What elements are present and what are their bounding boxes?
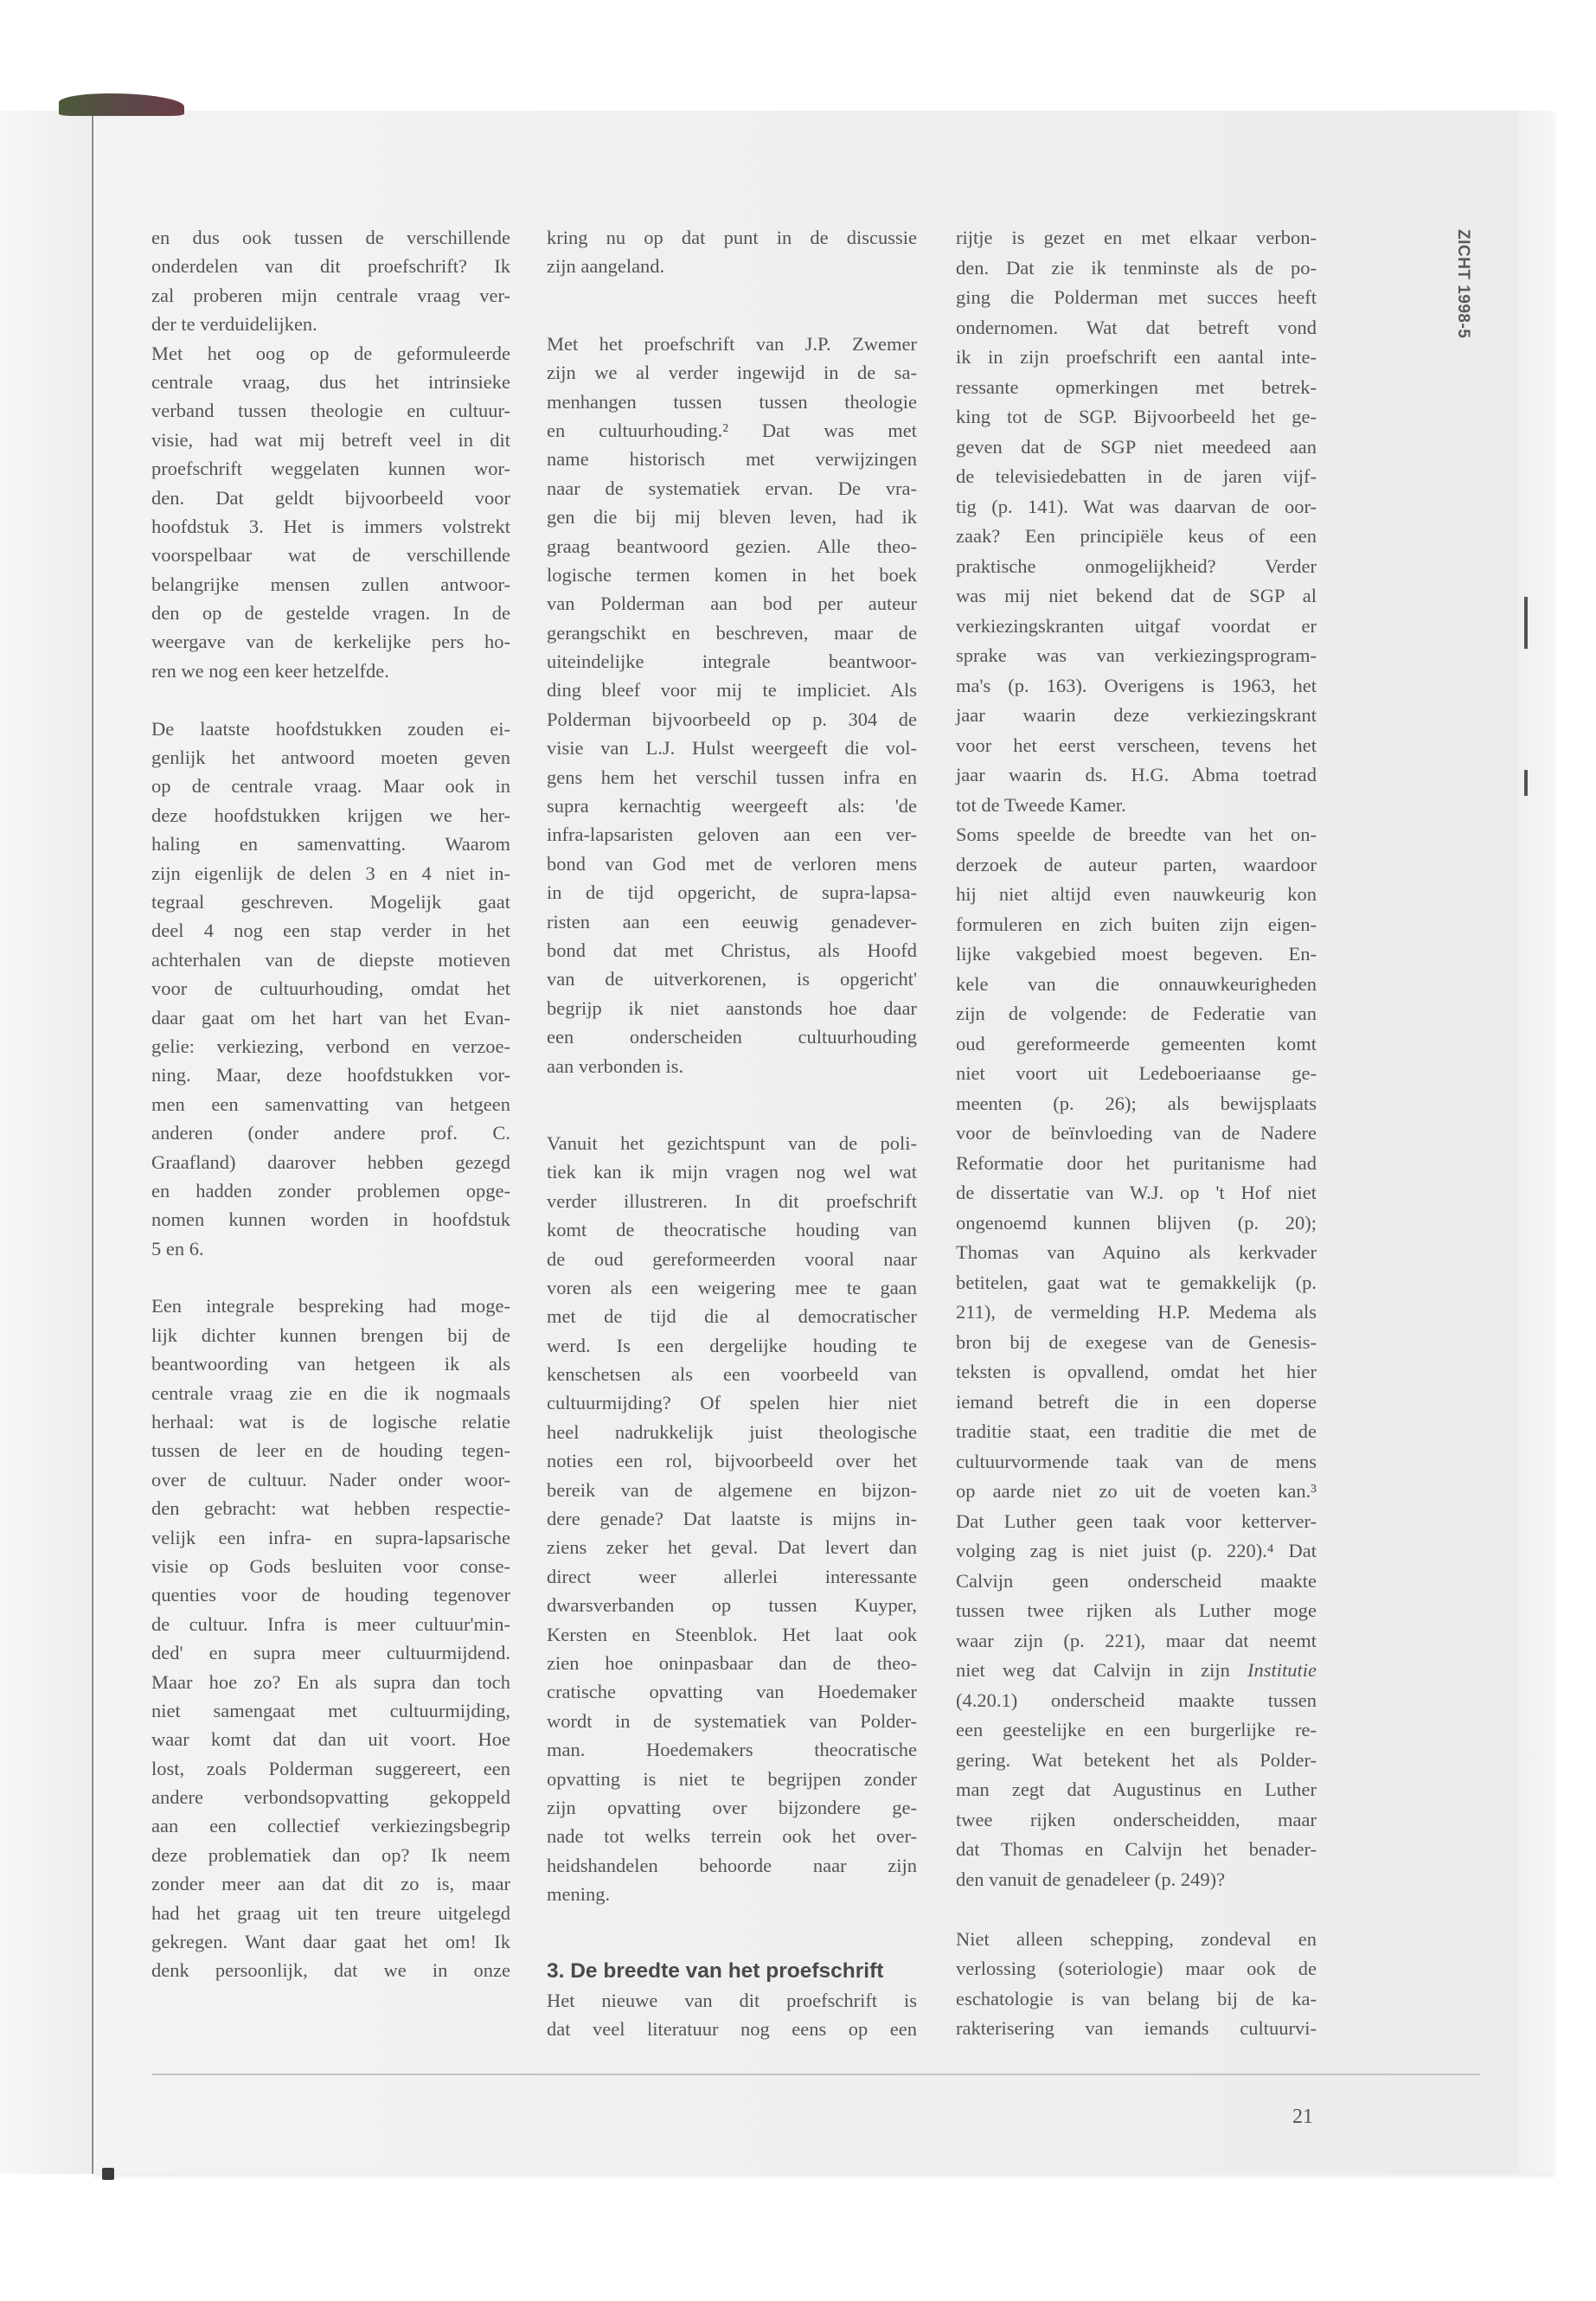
text-line: Kersten en Steenblok. Het laat ook: [547, 1623, 917, 1645]
text-line: opvatting is niet te begrijpen zonder: [547, 1767, 917, 1790]
text-line: tig (p. 141). Wat was daarvan de oor-: [956, 495, 1317, 517]
text-line: bereik van de algemene en bijzon-: [547, 1478, 917, 1501]
text-line: Met het proefschrift van J.P. Zwemer: [547, 332, 917, 355]
text-line: sprake was van verkiezingsprogram-: [956, 644, 1317, 666]
text-line: zonder meer aan dat dit zo is, maar: [151, 1873, 510, 1895]
text-line: van de uitverkorenen, is opgericht': [547, 968, 917, 990]
text-line: gens hem het verschil tussen infra en: [547, 766, 917, 788]
paragraph: [547, 223, 917, 281]
paragraph: [547, 330, 917, 1080]
paragraph: [956, 1925, 1317, 2044]
text-line: visie op Gods besluiten voor conse-: [151, 1554, 510, 1577]
edge-mark: [1524, 770, 1528, 796]
text-line: zal proberen mijn centrale vraag ver-: [151, 284, 510, 306]
text-line: cultuurmijding? Of spelen hier niet: [547, 1392, 917, 1414]
text-line: voor het eerst verscheen, tevens het: [956, 734, 1317, 756]
text-line: aan een collectief verkiezingsbegrip: [151, 1815, 510, 1837]
text-line: direct weer allerlei interessante: [547, 1565, 917, 1587]
journal-running-head: ZICHT 1998-5: [1454, 229, 1472, 339]
text-line: denk persoonlijk, dat we in onze: [151, 1959, 510, 1982]
text-line: dwarsverbanden op tussen Kuyper,: [547, 1594, 917, 1617]
text-line: haling en samenvatting. Waarom: [151, 833, 510, 856]
text-line: hij niet altijd even nauwkeurig kon: [956, 883, 1317, 905]
paragraph: [151, 715, 510, 1263]
text-line: jaar waarin deze verkiezingskrant: [956, 704, 1317, 726]
text-line: verder illustreren. In dit proefschrift: [547, 1189, 917, 1212]
paragraph: [547, 1129, 917, 1909]
text-line: over de cultuur. Nader onder woor-: [151, 1468, 510, 1490]
text-line: deze problematiek dan op? Ik neem: [151, 1843, 510, 1866]
text-line: tiek kan ik mijn vragen nog wel wat: [547, 1161, 917, 1183]
text-line: lijk dichter kunnen brengen bij de: [151, 1324, 510, 1346]
text-line: en cultuurhouding.² Dat was met: [547, 419, 917, 441]
text-line: een geestelijke en een burgerlijke re-: [956, 1719, 1317, 1740]
text-line: een onderscheiden cultuurhouding: [547, 1026, 917, 1048]
text-line: gekregen. Want daar gaat het om! Ik: [151, 1931, 510, 1953]
text-line: verkiezingskranten uitgaf voordat er: [956, 614, 1317, 637]
text-line: voren als een weigering mee te gaan: [547, 1276, 917, 1298]
text-line: den. Dat zie ik tenminste als de po-: [956, 256, 1317, 279]
text-line: visie, had wat mij betreft veel in dit: [151, 428, 510, 451]
text-line: gering. Wat betekent het als Polder-: [956, 1748, 1317, 1771]
text-line: Dat Luther geen taak voor ketterver-: [956, 1509, 1317, 1532]
text-line: man. Hoedemakers theocratische: [547, 1739, 917, 1761]
text-line: Het nieuwe van dit proefschrift is: [547, 1989, 917, 2011]
text-line: menhangen tussen tussen theologie: [547, 390, 917, 413]
text-line: voor de beïnvloeding van de Nadere: [956, 1122, 1317, 1144]
paragraph: [956, 820, 1317, 1894]
edge-mark: [1524, 597, 1528, 649]
text-line: ren we nog een keer hetzelfde.: [151, 659, 389, 682]
text-line: weergave van de kerkelijke pers ho-: [151, 631, 510, 653]
text-line: Een integrale bespreking had moge-: [151, 1295, 510, 1317]
text-line: heel nadrukkelijk juist theologische: [547, 1420, 917, 1443]
text-line: ziens zeker het geval. Dat levert dan: [547, 1536, 917, 1559]
text-line: bron bij de exegese van de Genesis-: [956, 1330, 1317, 1353]
text-column-2: [547, 223, 917, 2044]
text-span: niet weg dat Calvijn in zijn: [956, 1659, 1247, 1681]
text-line: visie van L.J. Hulst weergeeft die vol-: [547, 737, 917, 760]
text-line: onderdelen van dit proefschrift? Ik: [151, 255, 510, 278]
text-line: men een samenvatting van hetgeen: [151, 1093, 510, 1115]
text-line: nomen kunnen worden in hoofdstuk: [151, 1208, 510, 1231]
text-line: ded' en supra meer cultuurmijdend.: [151, 1642, 510, 1664]
text-line: ding bleef voor mij te impliciet. Als: [547, 679, 917, 702]
text-column-1: [151, 223, 510, 1985]
text-line: graag beantwoord gezien. Alle theo-: [547, 535, 917, 557]
text-line: van Polderman aan bod per auteur: [547, 593, 917, 615]
section-heading: [547, 1957, 917, 1985]
text-line: name historisch met verwijzingen: [547, 448, 917, 471]
paragraph: [151, 339, 510, 686]
text-line: cratische opvatting van Hoedemaker: [547, 1681, 917, 1703]
text-line: 5 en 6.: [151, 1237, 204, 1259]
text-line: voor de cultuurhouding, omdat het: [151, 977, 510, 1000]
text-line: en dus ook tussen de verschillende: [151, 227, 510, 248]
facing-page-edge: [0, 111, 91, 2174]
text-line: cultuurvormende taak van de mens: [956, 1450, 1317, 1472]
text-line: der te verduidelijken.: [151, 313, 317, 336]
text-line: risten aan een eeuwig genadever-: [547, 910, 917, 933]
text-line: praktische onmogelijkheid? Verder: [956, 554, 1317, 577]
text-line: daar gaat om het hart van het Evan-: [151, 1006, 510, 1029]
text-line: naar de systematiek ervan. De vra-: [547, 477, 917, 499]
page-edge: [1518, 111, 1554, 2174]
text-line: tussen de leer en de houding tegen-: [151, 1439, 510, 1462]
text-line: Niet alleen schepping, zondeval en: [956, 1927, 1317, 1950]
text-line: kring nu op dat punt in de discussie: [547, 227, 917, 248]
text-line: rijtje is gezet en met elkaar verbon-: [956, 227, 1317, 248]
text-line: jaar waarin ds. H.G. Abma toetrad: [956, 764, 1317, 785]
text-line: (4.20.1) onderscheid maakte tussen: [956, 1689, 1317, 1711]
text-line: zien hoe oninpasbaar dan de theo-: [547, 1651, 917, 1674]
text-line: niet voort uit Ledeboeriaanse ge-: [956, 1062, 1317, 1084]
text-line: belangrijke mensen zullen antwoor-: [151, 573, 510, 595]
text-line: [956, 1656, 1317, 1686]
text-line: tussen twee rijken als Luther moge: [956, 1599, 1317, 1621]
text-line: nade tot welks terrein ook het over-: [547, 1825, 917, 1848]
text-line: ma's (p. 163). Overigens is 1963, het: [956, 674, 1317, 696]
text-line: geven dat de SGP niet meedeed aan: [956, 435, 1317, 458]
text-line: zijn opvatting over bijzondere ge-: [547, 1796, 917, 1818]
text-line: volging zag is niet juist (p. 220).⁴ Dat: [956, 1540, 1317, 1561]
text-line: op de centrale vraag. Maar ook in: [151, 775, 510, 798]
text-line: waar zijn (p. 221), maar dat neemt: [956, 1629, 1317, 1651]
text-line: noties een rol, bijvoorbeeld over het: [547, 1450, 917, 1472]
text-line: mening.: [547, 1883, 611, 1906]
text-line: dere genade? Dat laatste is mijns in-: [547, 1508, 917, 1530]
text-line: twee rijken onderscheidden, maar: [956, 1808, 1317, 1830]
text-line: tegraal geschreven. Mogelijk gaat: [151, 890, 510, 913]
text-line: zijn eigenlijk de delen 3 en 4 niet in-: [151, 862, 510, 884]
text-line: Vanuit het gezichtspunt van de poli-: [547, 1131, 917, 1154]
text-line: waar komt dat dan uit voort. Hoe: [151, 1728, 510, 1751]
text-line: op aarde niet zo uit de voeten kan.³: [956, 1480, 1317, 1502]
binding-mark: [102, 2168, 114, 2180]
text-line: den op de gestelde vragen. In de: [151, 602, 510, 625]
text-line: aan verbonden is.: [547, 1054, 684, 1077]
text-line: gen die bij mij bleven leven, had ik: [547, 506, 917, 529]
text-line: de dissertatie van W.J. op 't Hof niet: [956, 1182, 1317, 1203]
text-line: man zegt dat Augustinus en Luther: [956, 1779, 1317, 1800]
text-line: betitelen, gaat wat te gemakkelijk (p.: [956, 1271, 1317, 1293]
text-line: lijke vakgebied moest begeven. En-: [956, 943, 1317, 965]
text-line: Graafland) daarover hebben gezegd: [151, 1150, 510, 1173]
binding-ribbon: [59, 93, 184, 116]
paragraph: [151, 1292, 510, 1984]
text-line: herhaal: wat is de logische relatie: [151, 1411, 510, 1433]
text-line: dat veel literatuur nog eens op een: [547, 2018, 917, 2041]
text-line: deze hoofdstukken krijgen we her-: [151, 804, 510, 826]
text-line: Soms speelde de breedte van het on-: [956, 824, 1317, 845]
text-line: logische termen komen in het boek: [547, 563, 917, 586]
text-line: meenten (p. 26); als bewijsplaats: [956, 1092, 1317, 1114]
text-line: en hadden zonder problemen opge-: [151, 1179, 510, 1202]
page-number: 21: [1292, 2106, 1313, 2128]
text-line: heidshandelen behoorde naar zijn: [547, 1854, 917, 1876]
text-line: bond dat met Christus, als Hoofd: [547, 939, 917, 961]
text-line: ning. Maar, deze hoofdstukken vor-: [151, 1064, 510, 1086]
text-line: zijn we al verder ingewijd in de sa-: [547, 362, 917, 384]
text-line: proefschrift weggelaten kunnen wor-: [151, 458, 510, 480]
text-line: 3. De breedte van het proefschrift: [547, 1959, 884, 1984]
text-line: Reformatie door het puritanisme had: [956, 1151, 1317, 1174]
text-line: infra-lapsaristen geloven aan een ver-: [547, 824, 917, 846]
text-line: ondernomen. Wat dat betreft vond: [956, 316, 1317, 338]
text-line: teksten is opvallend, omdat het hier: [956, 1361, 1317, 1382]
text-line: gerangschikt en beschreven, maar de: [547, 621, 917, 644]
text-line: velijk een infra- en supra-lapsarische: [151, 1526, 510, 1548]
footer-rule: [152, 2073, 1480, 2075]
text-line: komt de theocratische houding van: [547, 1219, 917, 1241]
text-line: Met het oog op de geformuleerde: [151, 342, 510, 364]
text-column-3: [956, 223, 1317, 2044]
text-line: ik in zijn proefschrift een aantal inte-: [956, 346, 1317, 368]
text-line: lost, zoals Polderman suggereert, een: [151, 1757, 510, 1779]
text-line: verband tussen theologie en cultuur-: [151, 400, 510, 422]
text-line: kele van die onnauwkeurigheden: [956, 972, 1317, 995]
text-line: werd. Is een dergelijke houding te: [547, 1334, 917, 1356]
text-line: den vanuit de genadeleer (p. 249)?: [956, 1868, 1226, 1890]
text-line: anderen (onder andere prof. C.: [151, 1122, 510, 1144]
text-line: ging die Polderman met succes heeft: [956, 286, 1317, 308]
text-line: den gebracht: wat hebben respectie-: [151, 1497, 510, 1520]
text-line: had het graag uit ten treure uitgelegd: [151, 1901, 510, 1924]
paragraph: [956, 223, 1317, 820]
text-line: quenties voor de houding tegenover: [151, 1584, 510, 1606]
text-line: was mij niet bekend dat de SGP al: [956, 585, 1317, 606]
text-line: zijn de volgende: de Federatie van: [956, 1003, 1317, 1024]
text-line: bond van God met de verloren mens: [547, 852, 917, 875]
text-line: ressante opmerkingen met betrek-: [956, 375, 1317, 398]
text-line: Polderman bijvoorbeeld op p. 304 de: [547, 708, 917, 730]
text-line: king tot de SGP. Bijvoorbeeld het ge-: [956, 406, 1317, 427]
italic-title: Institutie: [1247, 1659, 1317, 1681]
text-line: iemand betreft die in een doperse: [956, 1390, 1317, 1413]
text-line: verlossing (soteriologie) maar ook de: [956, 1958, 1317, 1979]
text-line: met de tijd die al democratischer: [547, 1305, 917, 1328]
paragraph: [547, 1986, 917, 2044]
text-line: rakterisering van iemands cultuurvi-: [956, 2017, 1317, 2039]
text-line: kenschetsen als een voorbeeld van: [547, 1363, 917, 1386]
text-line: genlijk het antwoord moeten geven: [151, 747, 510, 769]
text-line: achterhalen van de diepste motieven: [151, 948, 510, 971]
text-line: 211), de vermelding H.P. Medema als: [956, 1301, 1317, 1323]
text-line: oud gereformeerde gemeenten komt: [956, 1032, 1317, 1054]
text-line: hoofdstuk 3. Het is immers volstrekt: [151, 515, 510, 537]
text-line: niet samengaat met cultuurmijding,: [151, 1699, 510, 1721]
text-line: begrijp ik niet aanstonds hoe daar: [547, 997, 917, 1019]
text-line: Maar hoe zo? En als supra dan toch: [151, 1670, 510, 1693]
text-line: dat Thomas en Calvijn het benader-: [956, 1838, 1317, 1860]
text-line: Calvijn geen onderscheid maakte: [956, 1569, 1317, 1592]
text-line: Thomas van Aquino als kerkvader: [956, 1241, 1317, 1263]
text-line: de oud gereformeerden vooral naar: [547, 1247, 917, 1270]
text-line: uiteindelijke integrale beantwoor-: [547, 651, 917, 673]
text-line: de cultuur. Infra is meer cultuur'min-: [151, 1612, 510, 1635]
text-line: tot de Tweede Kamer.: [956, 793, 1126, 816]
text-line: den. Dat geldt bijvoorbeeld voor: [151, 486, 510, 509]
text-line: zaak? Een principiële keus of een: [956, 525, 1317, 547]
text-line: supra kernachtig weergeeft als: 'de: [547, 795, 917, 817]
paragraph: [151, 223, 510, 339]
text-line: centrale vraag zie en die ik nogmaals: [151, 1381, 510, 1404]
text-line: gelie: verkiezing, verbond en verzoe-: [151, 1035, 510, 1057]
text-line: andere verbondsopvatting gekoppeld: [151, 1786, 510, 1809]
text-line: De laatste hoofdstukken zouden ei-: [151, 717, 510, 740]
text-line: traditie staat, een traditie die met de: [956, 1420, 1317, 1442]
text-line: centrale vraag, dus het intrinsieke: [151, 370, 510, 393]
text-line: ongenoemd kunnen blijven (p. 20);: [956, 1211, 1317, 1234]
text-line: deel 4 nog een stap verder in het: [151, 920, 510, 942]
text-line: beantwoording van hetgeen ik als: [151, 1353, 510, 1375]
text-line: wordt in de systematiek van Polder-: [547, 1709, 917, 1732]
text-line: formuleren en zich buiten zijn eigen-: [956, 913, 1317, 935]
text-line: in de tijd opgericht, de supra-lapsa-: [547, 881, 917, 904]
text-line: de televisiedebatten in de jaren vijf-: [956, 465, 1317, 487]
text-line: derzoek de auteur parten, waardoor: [956, 853, 1317, 875]
text-line: zijn aangeland.: [547, 255, 665, 278]
text-line: voorspelbaar wat de verschillende: [151, 544, 510, 567]
text-line: eschatologie is van belang bij de ka-: [956, 1987, 1317, 2009]
